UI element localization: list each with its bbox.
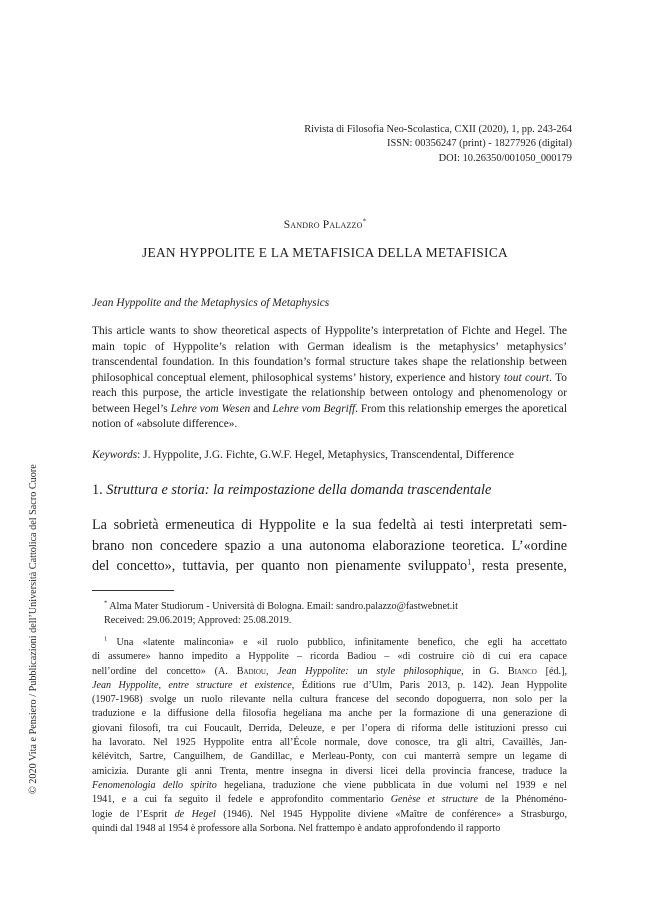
footnote-text: de la Phénoméno-: [477, 794, 567, 806]
footnote-1: [92, 636, 567, 836]
english-title: Jean Hyppolite and the Metaphysics of Metaphysics: [92, 297, 330, 309]
body-line: brano non concedere spazio a una autonoma elaborazione teoretica. L’«ordine: [92, 537, 567, 554]
footnote-text: , Éditions rue d’Ulm, Paris 2013, p. 142). Jean Hyppolite: [291, 679, 567, 691]
article-title: JEAN HYPPOLITE E LA METAFISICA DELLA METAFISICA: [141, 245, 509, 260]
footnote-mark: 1: [104, 635, 108, 643]
footnote-italic: Genèse et structure: [390, 794, 478, 806]
doi-line: DOI: 10.26350/001050_000179: [438, 152, 572, 164]
footnote-line: amicizia. Durante gli anni Trenta, mentre insegna in diversi licei della provincia francese, traduce la: [92, 765, 567, 777]
abstract-text: [92, 324, 567, 433]
footnote-italic: Jean Hyppolite: un style philosophique: [277, 665, 462, 677]
body-text-part: , resta presente,: [471, 558, 567, 574]
footnote-italic: Jean Hyppolite, entre structure et existence: [92, 679, 292, 691]
footnote-line: [92, 600, 567, 614]
body-text: [92, 515, 567, 577]
footnote-text: nell’ordine del concetto» (A.: [92, 665, 237, 677]
section-number: 1.: [92, 482, 107, 498]
abstract-part: This article wants to show theoretical aspects of Hyppolite’s interpretation of Fichte and Hegel. The main topic of Hyppolite’s relation with German idealism is the metaphysics’ metaphysics’ transcendental foundation. In this foundation’s formal structure takes shape the relationship between philosophical conceptual element, philosophical systems’ history, experience and history: [92, 325, 567, 384]
section-heading: [92, 482, 491, 499]
body-line: La sobrietà ermeneutica di Hyppolite e la sua fedeltà ai testi interpretati sem-: [92, 517, 567, 533]
footnote-italic: Fenomenologia dello spirito: [92, 779, 217, 791]
footnote-text: logie de l’Esprit: [92, 808, 175, 820]
footnote-line: [92, 636, 567, 650]
issn-line: ISSN: 00356247 (print) - 18277926 (digital): [387, 138, 572, 150]
keywords: [92, 448, 567, 464]
footnote-rule: [92, 590, 174, 591]
author-footnote-mark: *: [362, 217, 367, 226]
author-footnote: [92, 600, 567, 629]
footnote-line: di assumere» hanno impedito a Hyppolite – ricorda Badiou – «di costruire ciò di cui era capace: [92, 651, 567, 663]
footnote-author-name: Bianco: [507, 665, 537, 677]
footnote-line: ha lavorato. Nel 1925 Hyppolite entra all’École normale, dove conosce, tra gli altri, Cavaillès, Jan-: [92, 737, 567, 749]
footnote-line: [92, 808, 567, 822]
journal-header: [304, 123, 572, 166]
footnote-line: giovani filosofi, tra cui Foucault, Derrida, Deleuze, e per l’opera di riforma delle istituzioni presso cui: [92, 722, 567, 734]
keywords-label: Keywords: [92, 449, 138, 461]
abstract-part: . To reach this purpose, the article investigate the relationship between ontology and phenomenology or between Hegel’s: [92, 371, 567, 415]
footnote-author-name: Badiou: [236, 665, 266, 677]
abstract-italic: Lehre vom Wesen: [170, 402, 251, 415]
footnote-line: [92, 665, 567, 679]
copyright-margin-note: © 2020 Vita e Pensiero / Pubblicazioni dell’Università Cattolica del Sacro Cuore: [28, 464, 39, 794]
footnote-line: Received: 29.06.2019; Approved: 25.08.2019.: [104, 615, 292, 627]
footnote-line: traduzione e la diffusione della filosofia hegeliana ma anche per la formazione di una generazione di: [92, 708, 567, 720]
abstract-italic: tout court: [503, 371, 550, 384]
journal-citation: Rivista di Filosofia Neo-Scolastica, CXII (2020), 1, pp. 243-264: [304, 124, 572, 135]
keywords-text: : J. Hyppolite, J.G. Fichte, G.W.F. Hegel, Metaphysics, Transcendental, Difference: [137, 449, 514, 461]
abstract-part: . From this relationship emerges the aporetical notion of «absolute difference».: [92, 402, 567, 431]
footnote-text: , in G.: [461, 665, 508, 677]
body-line: [92, 556, 567, 577]
footnote-text: hegeliana, traduzione che viene pubblicata in due volumi nel 1939 e nel: [216, 779, 567, 791]
footnote-text: Una «latente malinconia» e «il ruolo pubblico, infinitamente benefico, che egli ha accettato: [107, 637, 567, 648]
abstract-italic: Lehre vom Begriff: [272, 402, 356, 415]
section-title: Struttura e storia: la reimpostazione della domanda trascendentale: [106, 482, 492, 498]
footnote-ref: 1: [467, 556, 472, 567]
footnote-line: [92, 793, 567, 807]
abstract-part: and: [250, 402, 273, 415]
footnote-line: [92, 679, 567, 693]
footnote-text: 1941, e a cui fa seguito il fedele e approfondito commentario: [92, 794, 391, 806]
footnote-text: Alma Mater Studiorum - Università di Bologna. Email: sandro.palazzo@fastwebnet.it: [107, 601, 458, 612]
footnote-line: kélévitch, Sartre, Canguilhem, de Gandillac, e Merleau-Ponty, con cui manterrà sempre un legame di: [92, 751, 567, 763]
footnote-italic: de Hegel: [174, 808, 216, 820]
footnote-line: quindi dal 1948 al 1954 è professore alla Sorbona. Nel frattempo è andato approfondendo il rapporto: [92, 822, 501, 834]
footnote-text: (1946). Nel 1945 Hyppolite diviene «Maître de conférence» a Strasburgo,: [215, 808, 568, 820]
footnote-line: (1907-1968) svolge un ruolo rilevante nella cultura francese del secondo dopoguerra, non solo per la: [92, 694, 567, 706]
footnote-mark: *: [104, 599, 108, 607]
footnote-text: ,: [266, 665, 278, 677]
abstract: [92, 324, 567, 433]
footnote-text: [éd.],: [536, 665, 567, 677]
author-line: [0, 219, 650, 231]
author-name: Sandro Palazzo: [283, 219, 363, 231]
body-text-part: del concetto», tuttavia, per quanto non pienamente sviluppato: [92, 558, 468, 574]
footnote-line: [92, 779, 567, 793]
